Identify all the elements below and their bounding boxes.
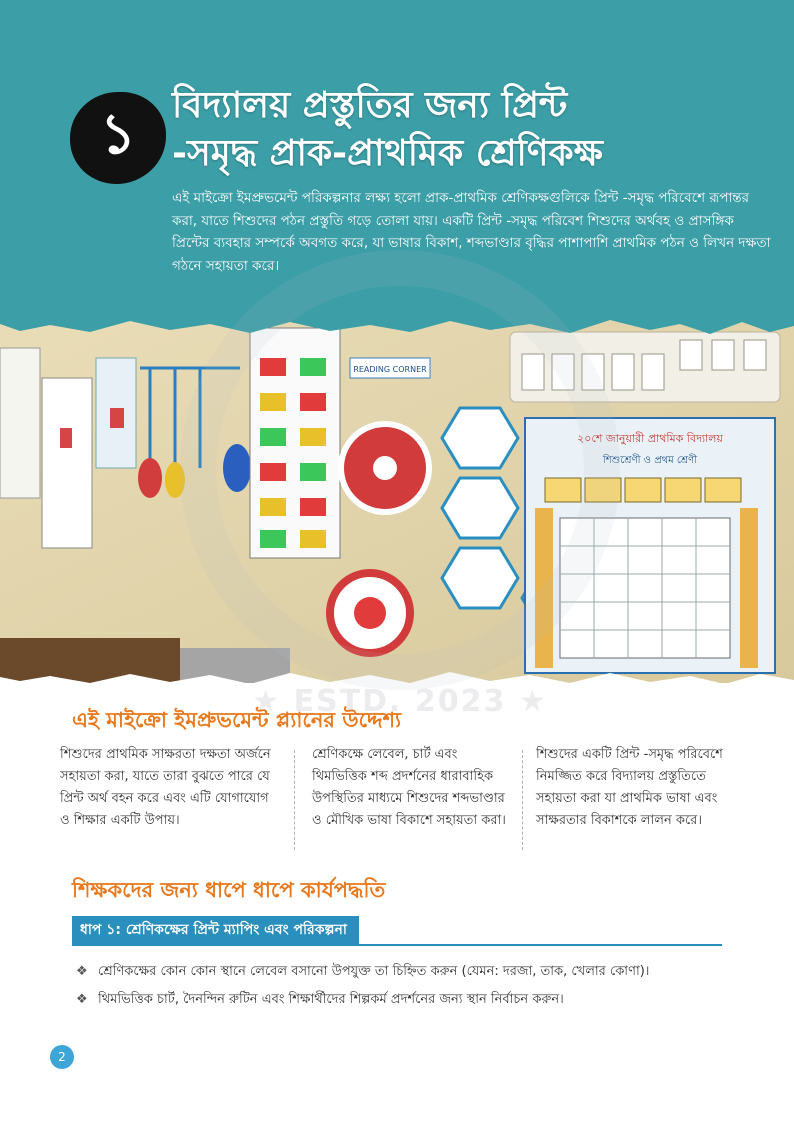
objective-item-2: শ্রেণিকক্ষে লেবেল, চার্ট এবং থিমভিত্তিক শব্দ প্রদর্শনের ধারাবাহিক উপস্থিতির মাধ্যমে শিশুদের শব্দভাণ্ডার ও মৌখিক ভাষা বিকাশে সহায়তা করা। bbox=[312, 747, 506, 828]
board-subtitle: শিশুশ্রেণী ও প্রথম শ্রেণী bbox=[602, 455, 698, 466]
title-line-1: বিদ্যালয় প্রস্তুতির জন্য প্রিন্ট bbox=[172, 85, 568, 126]
step-1-header bbox=[72, 916, 722, 946]
steps-heading: শিক্ষকদের জন্য ধাপে ধাপে কার্যপদ্ধতি bbox=[72, 878, 386, 902]
page-number: 2 bbox=[50, 1045, 74, 1069]
list-item-text: শ্রেণিকক্ষের কোন কোন স্থানে লেবেল বসানো উপযুক্ত তা চিহ্নিত করুন (যেমন: দরজা, তাক, খেলার কোণা)। bbox=[98, 964, 650, 979]
intro-paragraph: এই মাইক্রো ইমপ্রুভমেন্ট পরিকল্পনার লক্ষ্য হলো প্রাক-প্রাথমিক শ্রেণিকক্ষগুলিকে প্রিন্ট -সমৃদ্ধ পরিবেশে রূপান্তর করা, যাতে শিশুদের পঠন প্রস্তুতি গড়ে তোলা যায়। একটি প্রিন্ট -সমৃদ্ধ পরিবেশ শিশুদের অর্থবহ ও প্রাসঙ্গিক প্রিন্টের ব্যবহার সম্পর্কে অবগত করে, যা ভাষার বিকাশ, শব্দভাণ্ডার বৃদ্ধির পাশাপাশি প্রাথমিক পঠন ও লিখন দক্ষতা গঠনে সহায়তা করে। bbox=[172, 190, 771, 274]
objective-item-3: শিশুদের একটি প্রিন্ট -সমৃদ্ধ পরিবেশে নিমজ্জিত করে বিদ্যালয় প্রস্তুতিতে সহায়তা করা যা প্রাথমিক ভাষা এবং সাক্ষরতার বিকাশকে লালন করে। bbox=[536, 747, 723, 828]
torn-edge-top bbox=[0, 300, 794, 340]
objectives-heading: এই মাইক্রো ইমপ্রুভমেন্ট প্ল্যানের উদ্দেশ্য bbox=[72, 708, 402, 732]
list-item bbox=[76, 958, 756, 986]
board-title: ২০শে জানুয়ারী প্রাথমিক বিদ্যালয় bbox=[577, 432, 723, 445]
list-item-text: থিমভিত্তিক চার্ট, দৈনন্দিন রুটিন এবং শিক্ষার্থীদের শিল্পকর্ম প্রদর্শনের জন্য স্থান নির্বাচন করুন। bbox=[98, 992, 564, 1007]
step-1-bullet-list bbox=[76, 958, 756, 1014]
torn-edge-bottom bbox=[0, 668, 794, 698]
title-line-2: -সমৃদ্ধ প্রাক-প্রাথমিক শ্রেণিকক্ষ bbox=[172, 133, 603, 174]
objectives-columns bbox=[60, 744, 740, 854]
page-title bbox=[172, 82, 772, 178]
objective-item-1: শিশুদের প্রাথমিক সাক্ষরতা দক্ষতা অর্জনে সহায়তা করা, যাতে তারা বুঝতে পারে যে প্রিন্ট অর্থ বহন করে এবং এটি যোগাযোগ ও শিক্ষার একটি উপায়। bbox=[60, 747, 271, 828]
reading-corner-label: READING CORNER bbox=[353, 365, 427, 374]
diamond-bullet-icon: ❖ bbox=[76, 964, 88, 979]
diamond-bullet-icon: ❖ bbox=[76, 992, 88, 1007]
watermark-text: ★ ESTD. 2023 ★ bbox=[252, 684, 548, 719]
section-number: ১ bbox=[99, 102, 137, 167]
list-item bbox=[76, 986, 756, 1014]
column-divider bbox=[522, 750, 523, 850]
step-1-label: ধাপ ১: শ্রেণিকক্ষের প্রিন্ট ম্যাপিং এবং পরিকল্পনা bbox=[72, 916, 359, 944]
classroom-illustration bbox=[0, 318, 794, 683]
classroom-photo bbox=[0, 318, 794, 683]
column-divider bbox=[294, 750, 295, 850]
step-1-underline bbox=[72, 944, 722, 946]
